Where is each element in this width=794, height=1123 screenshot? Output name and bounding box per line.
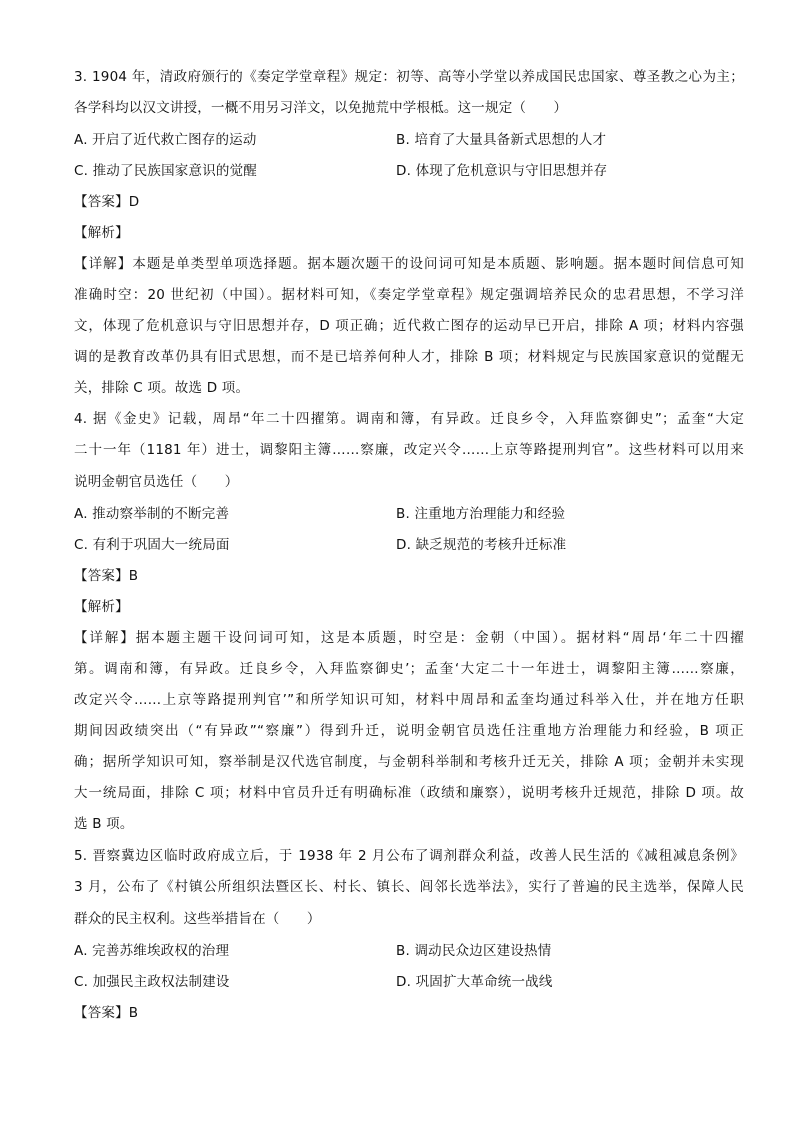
q3-option-a: A. 开启了近代救亡图存的运动 xyxy=(74,132,257,148)
q4-option-d: D. 缺乏规范的考核升迁标准 xyxy=(396,537,567,553)
q4-detail-line-4: 期间因政绩突出（“有异政”“察廉”）得到升迁，说明金朝官员选任注重地方治理能力和经验，B 项正 xyxy=(74,723,744,739)
q3-answer: 【答案】D xyxy=(74,194,140,210)
q5-stem-line-3: 群众的民主权利。这些举措旨在（ ） xyxy=(74,911,321,927)
q4-detail-line-6: 大一统局面，排除 C 项；材料中官员升迁有明确标准（政绩和廉察），说明考核升迁规范，排除 D 项。故 xyxy=(74,785,744,801)
q4-stem-line-3: 说明金朝官员选任（ ） xyxy=(74,474,239,490)
q4-detail-line-1: 【详解】据本题主题干设问词可知，这是本质题，时空是：金朝（中国）。据材料“周昂‘年二十四擢 xyxy=(74,630,744,646)
q3-option-b: B. 培育了大量具备新式思想的人才 xyxy=(396,132,607,148)
q4-detail-line-2: 第。调南和簿，有异政。迁良乡令，入拜监察御史’；孟奎‘大定二十一年进士，调黎阳主簿……察廉， xyxy=(74,661,744,677)
q3-analysis-label: 【解析】 xyxy=(74,225,129,241)
q4-detail-line-5: 确；据所学知识可知，察举制是汉代选官制度，与金朝科举制和考核升迁无关，排除 A 项；金朝并未实现 xyxy=(74,754,744,770)
q3-detail-line-3: 文，体现了危机意识与守旧思想并存，D 项正确；近代救亡图存的运动早已开启，排除 A 项；材料内容强 xyxy=(74,318,744,334)
q3-stem-line-2: 各学科均以汉文讲授，一概不用另习洋文，以免抛荒中学根柢。这一规定（ ） xyxy=(74,100,568,116)
q3-detail-line-4: 调的是教育改革仍具有旧式思想，而不是已培养何种人才，排除 B 项；材料规定与民族国家意识的觉醒无 xyxy=(74,349,744,365)
q3-detail-line-5: 关，排除 C 项。故选 D 项。 xyxy=(74,380,250,396)
q5-option-a: A. 完善苏维埃政权的治理 xyxy=(74,943,230,959)
q4-analysis-label: 【解析】 xyxy=(74,599,129,615)
q5-stem-line-1: 5. 晋察冀边区临时政府成立后，于 1938 年 2 月公布了调剂群众利益，改善人民生活的《减租减息条例》 xyxy=(74,848,744,864)
q5-stem-line-2: 3 月，公布了《村镇公所组织法暨区长、村长、镇长、闾邻长选举法》，实行了普遍的民主选举，保障人民 xyxy=(74,879,744,895)
q5-answer: 【答案】B xyxy=(74,1005,139,1021)
q3-option-d: D. 体现了危机意识与守旧思想并存 xyxy=(396,163,608,179)
q4-answer: 【答案】B xyxy=(74,568,139,584)
q5-option-b: B. 调动民众边区建设热情 xyxy=(396,943,552,959)
q4-detail-line-7: 选 B 项。 xyxy=(74,816,134,832)
q4-stem-line-2: 二十一年（1181 年）进士，调黎阳主簿……察廉，改定兴令……上京等路提刑判官”。这些材料可以用来 xyxy=(74,442,744,458)
q5-option-c: C. 加强民主政权法制建设 xyxy=(74,974,230,990)
q3-detail-line-1: 【详解】本题是单类型单项选择题。据本题次题干的设问词可知是本质题、影响题。据本题时间信息可知 xyxy=(74,256,744,272)
q5-option-d: D. 巩固扩大革命统一战线 xyxy=(396,974,553,990)
q4-stem-line-1: 4. 据《金史》记载，周昂“年二十四擢第。调南和簿，有异政。迁良乡令，入拜监察御史”；孟奎“大定 xyxy=(74,411,744,427)
q3-stem-line-1: 3. 1904 年，清政府颁行的《奏定学堂章程》规定：初等、高等小学堂以养成国民忠国家、尊圣教之心为主； xyxy=(74,69,744,85)
q3-detail-line-2: 准确时空：20 世纪初（中国）。据材料可知，《奏定学堂章程》规定强调培养民众的忠君思想，不学习洋 xyxy=(74,287,744,303)
q4-detail-line-3: 改定兴令……上京等路提刑判官’”和所学知识可知，材料中周昂和孟奎均通过科举入仕，并在地方任职 xyxy=(74,692,744,708)
q4-option-b: B. 注重地方治理能力和经验 xyxy=(396,506,566,522)
q4-option-a: A. 推动察举制的不断完善 xyxy=(74,506,230,522)
q4-option-c: C. 有利于巩固大一统局面 xyxy=(74,537,230,553)
q3-option-c: C. 推动了民族国家意识的觉醒 xyxy=(74,163,258,179)
